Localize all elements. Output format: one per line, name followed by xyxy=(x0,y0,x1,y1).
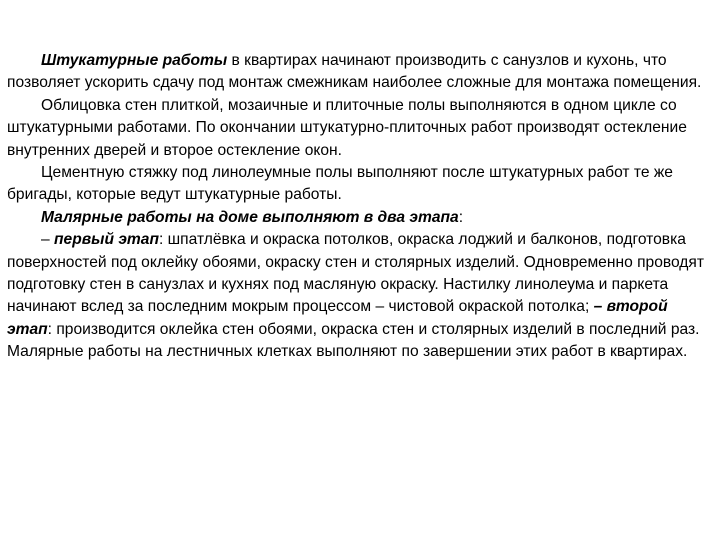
first-stage-label: первый этап xyxy=(54,231,159,249)
screed-text: Цементную стяжку под линолеумные полы выполняют после штукатурных работ те же бригады, которые ведут штукатурные работы. xyxy=(7,164,673,204)
paragraph-painting-heading xyxy=(7,207,707,229)
paragraph-plastering xyxy=(7,50,707,95)
text-block xyxy=(7,50,707,364)
tiling-text: Облицовка стен плиткой, мозаичные и плиточные полы выполняются в одном цикле со штукатурными работами. По окончании штукатурно-плиточных работ производят остекление внутренних дверей и второе остекление окон. xyxy=(7,96,687,159)
second-stage-label: – второй этап xyxy=(7,298,668,338)
painting-heading: Малярные работы на доме выполняют в два этапа xyxy=(41,208,459,226)
paragraph-tiling xyxy=(7,95,707,162)
paragraph-screed xyxy=(7,162,707,207)
plastering-text: в квартирах начинают производить с санузлов и кухонь, что позволяет ускорить сдачу под монтаж смежникам наиболее сложные для монтажа помещения. xyxy=(7,52,702,92)
painting-heading-colon: : xyxy=(458,208,464,226)
paragraph-painting-stages xyxy=(7,229,707,363)
second-stage-text: : производится оклейка стен обоями, окраска стен и столярных изделий в последний раз. Малярные работы на лестничных клетках выполняют по завершении этих работ в квартирах. xyxy=(7,320,700,361)
first-stage-text: : шпатлёвка и окраска потолков, окраска лоджий и балконов, подготовка поверхностей под оклейку обоями, окраску стен и столярных изделий. Одновременно проводят подготовку стен в санузлах и кухнях под масляную окраску. Настилку линолеума и паркета начинают вслед за последним мокрым процессом – чистовой окраской потолка; xyxy=(7,231,704,316)
plastering-heading: Штукатурные работы xyxy=(41,52,228,69)
stage-dash: – xyxy=(41,231,55,249)
